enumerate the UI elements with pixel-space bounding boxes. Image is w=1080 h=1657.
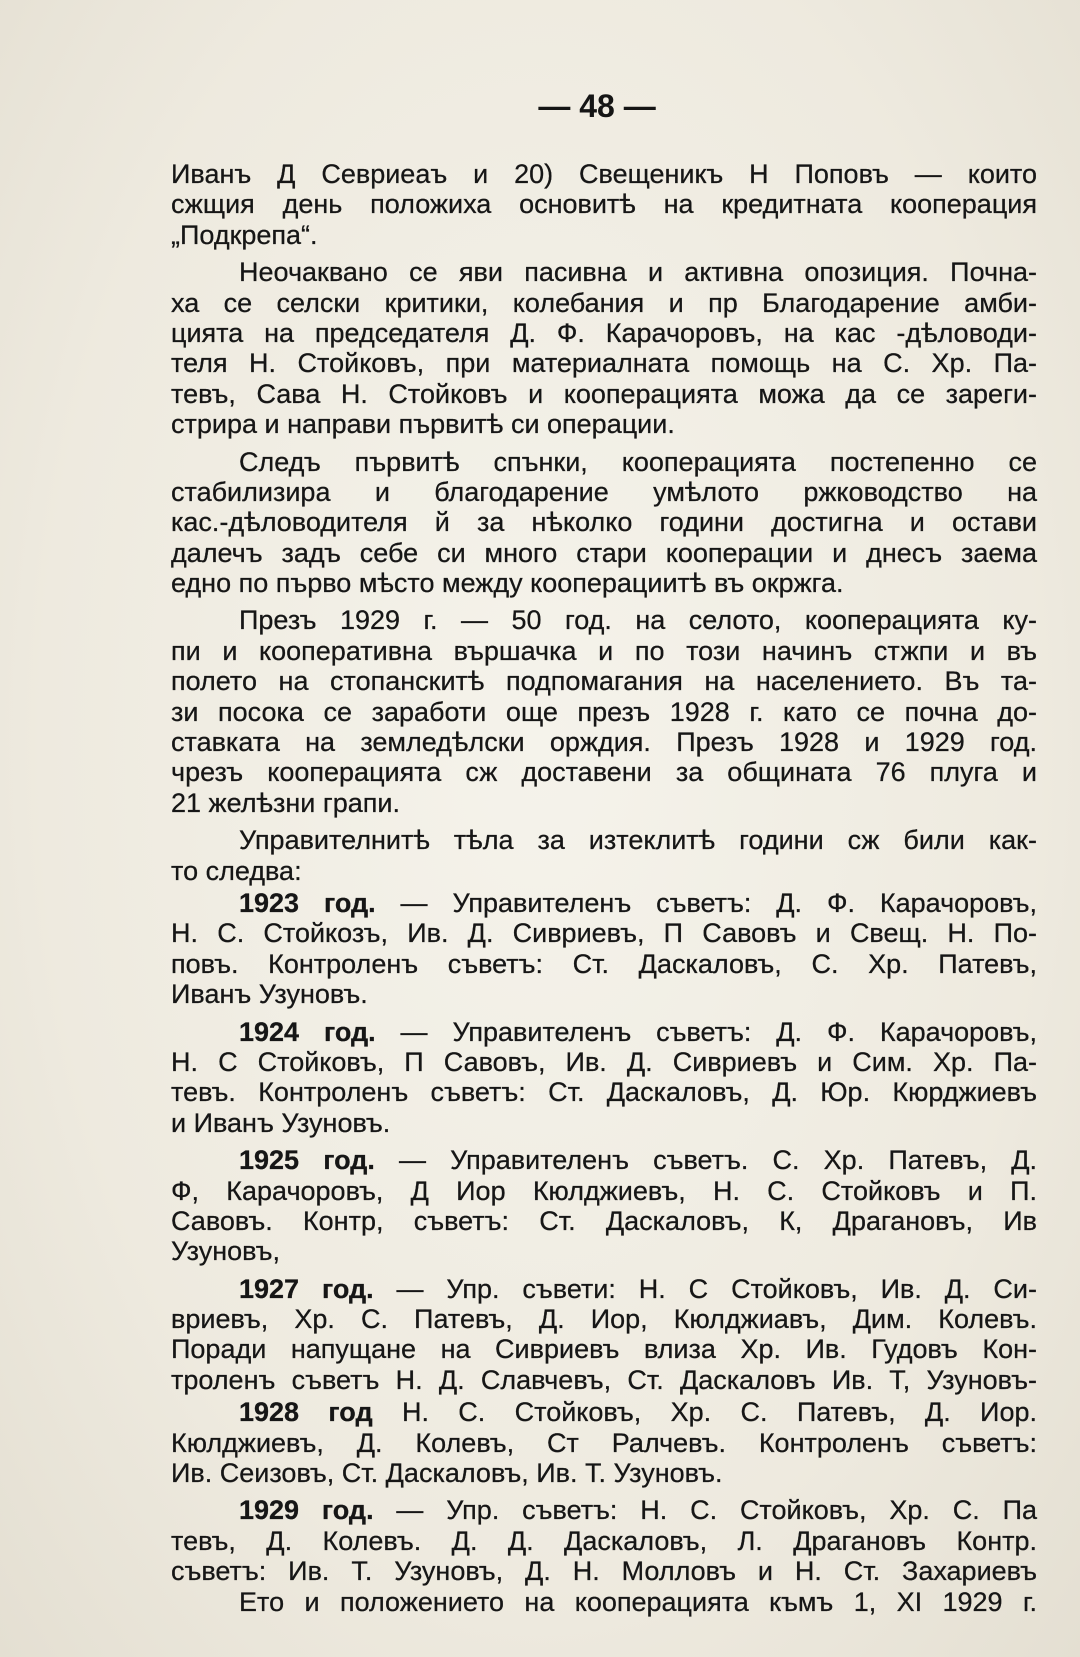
page-text	[171, 159, 1037, 1617]
text-line: тевъ, Сава Н. Стойковъ и кооперацията можа да се зареги-	[171, 378, 1037, 409]
text-line: тевъ. Контроленъ съветъ: Ст. Даскаловъ, Д. Юр. Кюрджиевъ	[171, 1077, 1037, 1108]
text-line: Следъ първитѣ спънки, кооперацията постепенно се	[239, 446, 1037, 477]
year-label: 1927 год.	[239, 1273, 374, 1304]
text-line	[171, 1017, 1037, 1047]
text-line: Поради напущане на Сивриевъ влиза Хр. Ив. Гудовъ Кон-	[171, 1334, 1037, 1365]
paragraph	[171, 159, 1037, 250]
text-line: ха се селски критики, колебания и пр Благодарение амби-	[171, 287, 1037, 318]
text-line: чрезъ кооперацията сж доставени за общината 76 плуга и	[171, 757, 1037, 788]
text-line: тевъ, Д. Колевъ. Д. Д. Даскаловъ, Л. Драгановъ Контр.	[171, 1525, 1037, 1556]
year-label: 1924 год.	[239, 1016, 376, 1047]
text-line: Ив. Сеизовъ, Ст. Даскаловъ, Ив. Т. Узуновъ.	[171, 1458, 723, 1489]
paragraph	[171, 825, 1037, 886]
text-line: полето на стопанскитѣ подпомагания на населението. Въ та-	[171, 666, 1037, 697]
text-line: едно по първо мѣсто между кооперациитѣ въ окржга.	[171, 568, 844, 599]
text-line: то следва:	[171, 855, 302, 886]
paragraph	[171, 1397, 1037, 1488]
text-line: „Подкрепа“.	[171, 219, 318, 250]
text-line: Савовъ. Контр, съветъ: Ст. Даскаловъ, К, Драгановъ, Ив	[171, 1205, 1037, 1236]
text-line: повъ. Контроленъ съветъ: Ст. Даскаловъ, С. Хр. Патевъ,	[171, 948, 1037, 979]
text-line-rest: — Управителенъ съветъ: Д. Ф. Карачоровъ,	[375, 1016, 1038, 1047]
text-line: Презъ 1929 г. — 50 год. на селото, кооперацията ку-	[239, 605, 1037, 636]
text-line: троленъ съветъ Н. Д. Славчевъ, Ст. Даскаловъ Ив. Т, Узуновъ-	[171, 1364, 1037, 1395]
text-line: и Иванъ Узуновъ.	[171, 1107, 391, 1138]
year-label: 1925 год.	[239, 1145, 375, 1176]
text-line: теля Н. Стойковъ, при материалната помощь на С. Хр. Па-	[171, 348, 1037, 379]
text-line: стабилизира и благодарение умѣлото ржководство на	[171, 476, 1037, 507]
text-line: Управителнитѣ тѣла за изтеклитѣ години сж били как-	[239, 825, 1037, 856]
paragraph	[171, 1495, 1037, 1586]
text-line: 21 желѣзни грапи.	[171, 787, 400, 818]
paragraph	[171, 257, 1037, 439]
text-line: стрира и направи първитѣ си операции.	[171, 409, 675, 440]
text-line-rest: — Управителенъ съветъ. С. Хр. Патевъ, Д.	[374, 1145, 1038, 1176]
text-line	[171, 1495, 1037, 1525]
paragraph	[171, 447, 1037, 599]
text-line: далечъ задъ себе си много стари кооперации и днесъ заема	[171, 537, 1037, 568]
text-line	[171, 1274, 1037, 1304]
paragraph	[171, 1017, 1037, 1139]
paragraph	[171, 1274, 1037, 1396]
paragraph	[171, 1145, 1037, 1267]
paragraph	[171, 888, 1037, 1010]
text-line: Иванъ Узуновъ.	[171, 979, 368, 1010]
year-label: 1923 год.	[239, 887, 376, 918]
text-line: ставката на земледѣлски орждия. Презъ 1928 и 1929 год.	[171, 727, 1037, 758]
text-line: сжщия день положиха основитѣ на кредитната кооперация	[171, 189, 1037, 220]
text-line: съветъ: Ив. Т. Узуновъ, Д. Н. Молловъ и Н. Ст. Захариевъ	[171, 1556, 1037, 1587]
text-line: пи и кооперативна вършачка и по този начинъ стжпи и въ	[171, 635, 1037, 666]
text-line-rest: Н. С. Стойковъ, Хр. С. Патевъ, Д. Иор.	[372, 1397, 1037, 1428]
text-line: цията на председателя Д. Ф. Карачоровъ, на кас -дѣловоди-	[171, 317, 1037, 348]
text-line	[171, 1397, 1037, 1427]
paragraph	[171, 1587, 1037, 1617]
text-line: Неочаквано се яви пасивна и активна опозиция. Почна-	[239, 257, 1037, 288]
text-line: Кюлджиевъ, Д. Колевъ, Ст Ралчевъ. Контроленъ съветъ:	[171, 1427, 1037, 1458]
text-line: кас.-дѣловодителя й за нѣколко години достигна и остави	[171, 507, 1037, 538]
text-line: Иванъ Д Севриеаъ и 20) Свещеникъ Н Поповъ — които	[171, 159, 1037, 189]
page-number: — 48 —	[538, 88, 656, 124]
text-line: Ф, Карачоровъ, Д Иор Кюлджиевъ, Н. С. Стойковъ и П.	[171, 1175, 1037, 1206]
text-line: зи посока се заработи още презъ 1928 г. като се почна до-	[171, 696, 1037, 727]
text-line	[171, 1145, 1037, 1175]
text-line: Н. С. Стойкозъ, Ив. Д. Сивриевъ, П Савовъ и Свещ. Н. По-	[171, 918, 1037, 949]
paragraph	[171, 605, 1037, 818]
text-line: Узуновъ,	[171, 1236, 280, 1267]
year-label: 1929 год.	[239, 1495, 374, 1526]
text-line-rest: — Управителенъ съветъ: Д. Ф. Карачоровъ,	[375, 887, 1038, 918]
text-line-rest: — Упр. съветъ: Н. С. Стойковъ, Хр. С. Па	[373, 1495, 1038, 1526]
year-label: 1928 год	[239, 1397, 373, 1428]
text-line: Ето и положението на кооперацията къмъ 1, XI 1929 г.	[239, 1586, 1037, 1617]
text-line: Н. С Стойковъ, П Савовъ, Ив. Д. Сивриевъ и Сим. Хр. Па-	[171, 1046, 1037, 1077]
text-line-rest: — Упр. съвети: Н. С Стойковъ, Ив. Д. Си-	[373, 1273, 1037, 1304]
text-line: вриевъ, Хр. С. Патевъ, Д. Иор, Кюлджиавъ, Дим. Колевъ.	[171, 1304, 1037, 1335]
text-line	[171, 888, 1037, 918]
